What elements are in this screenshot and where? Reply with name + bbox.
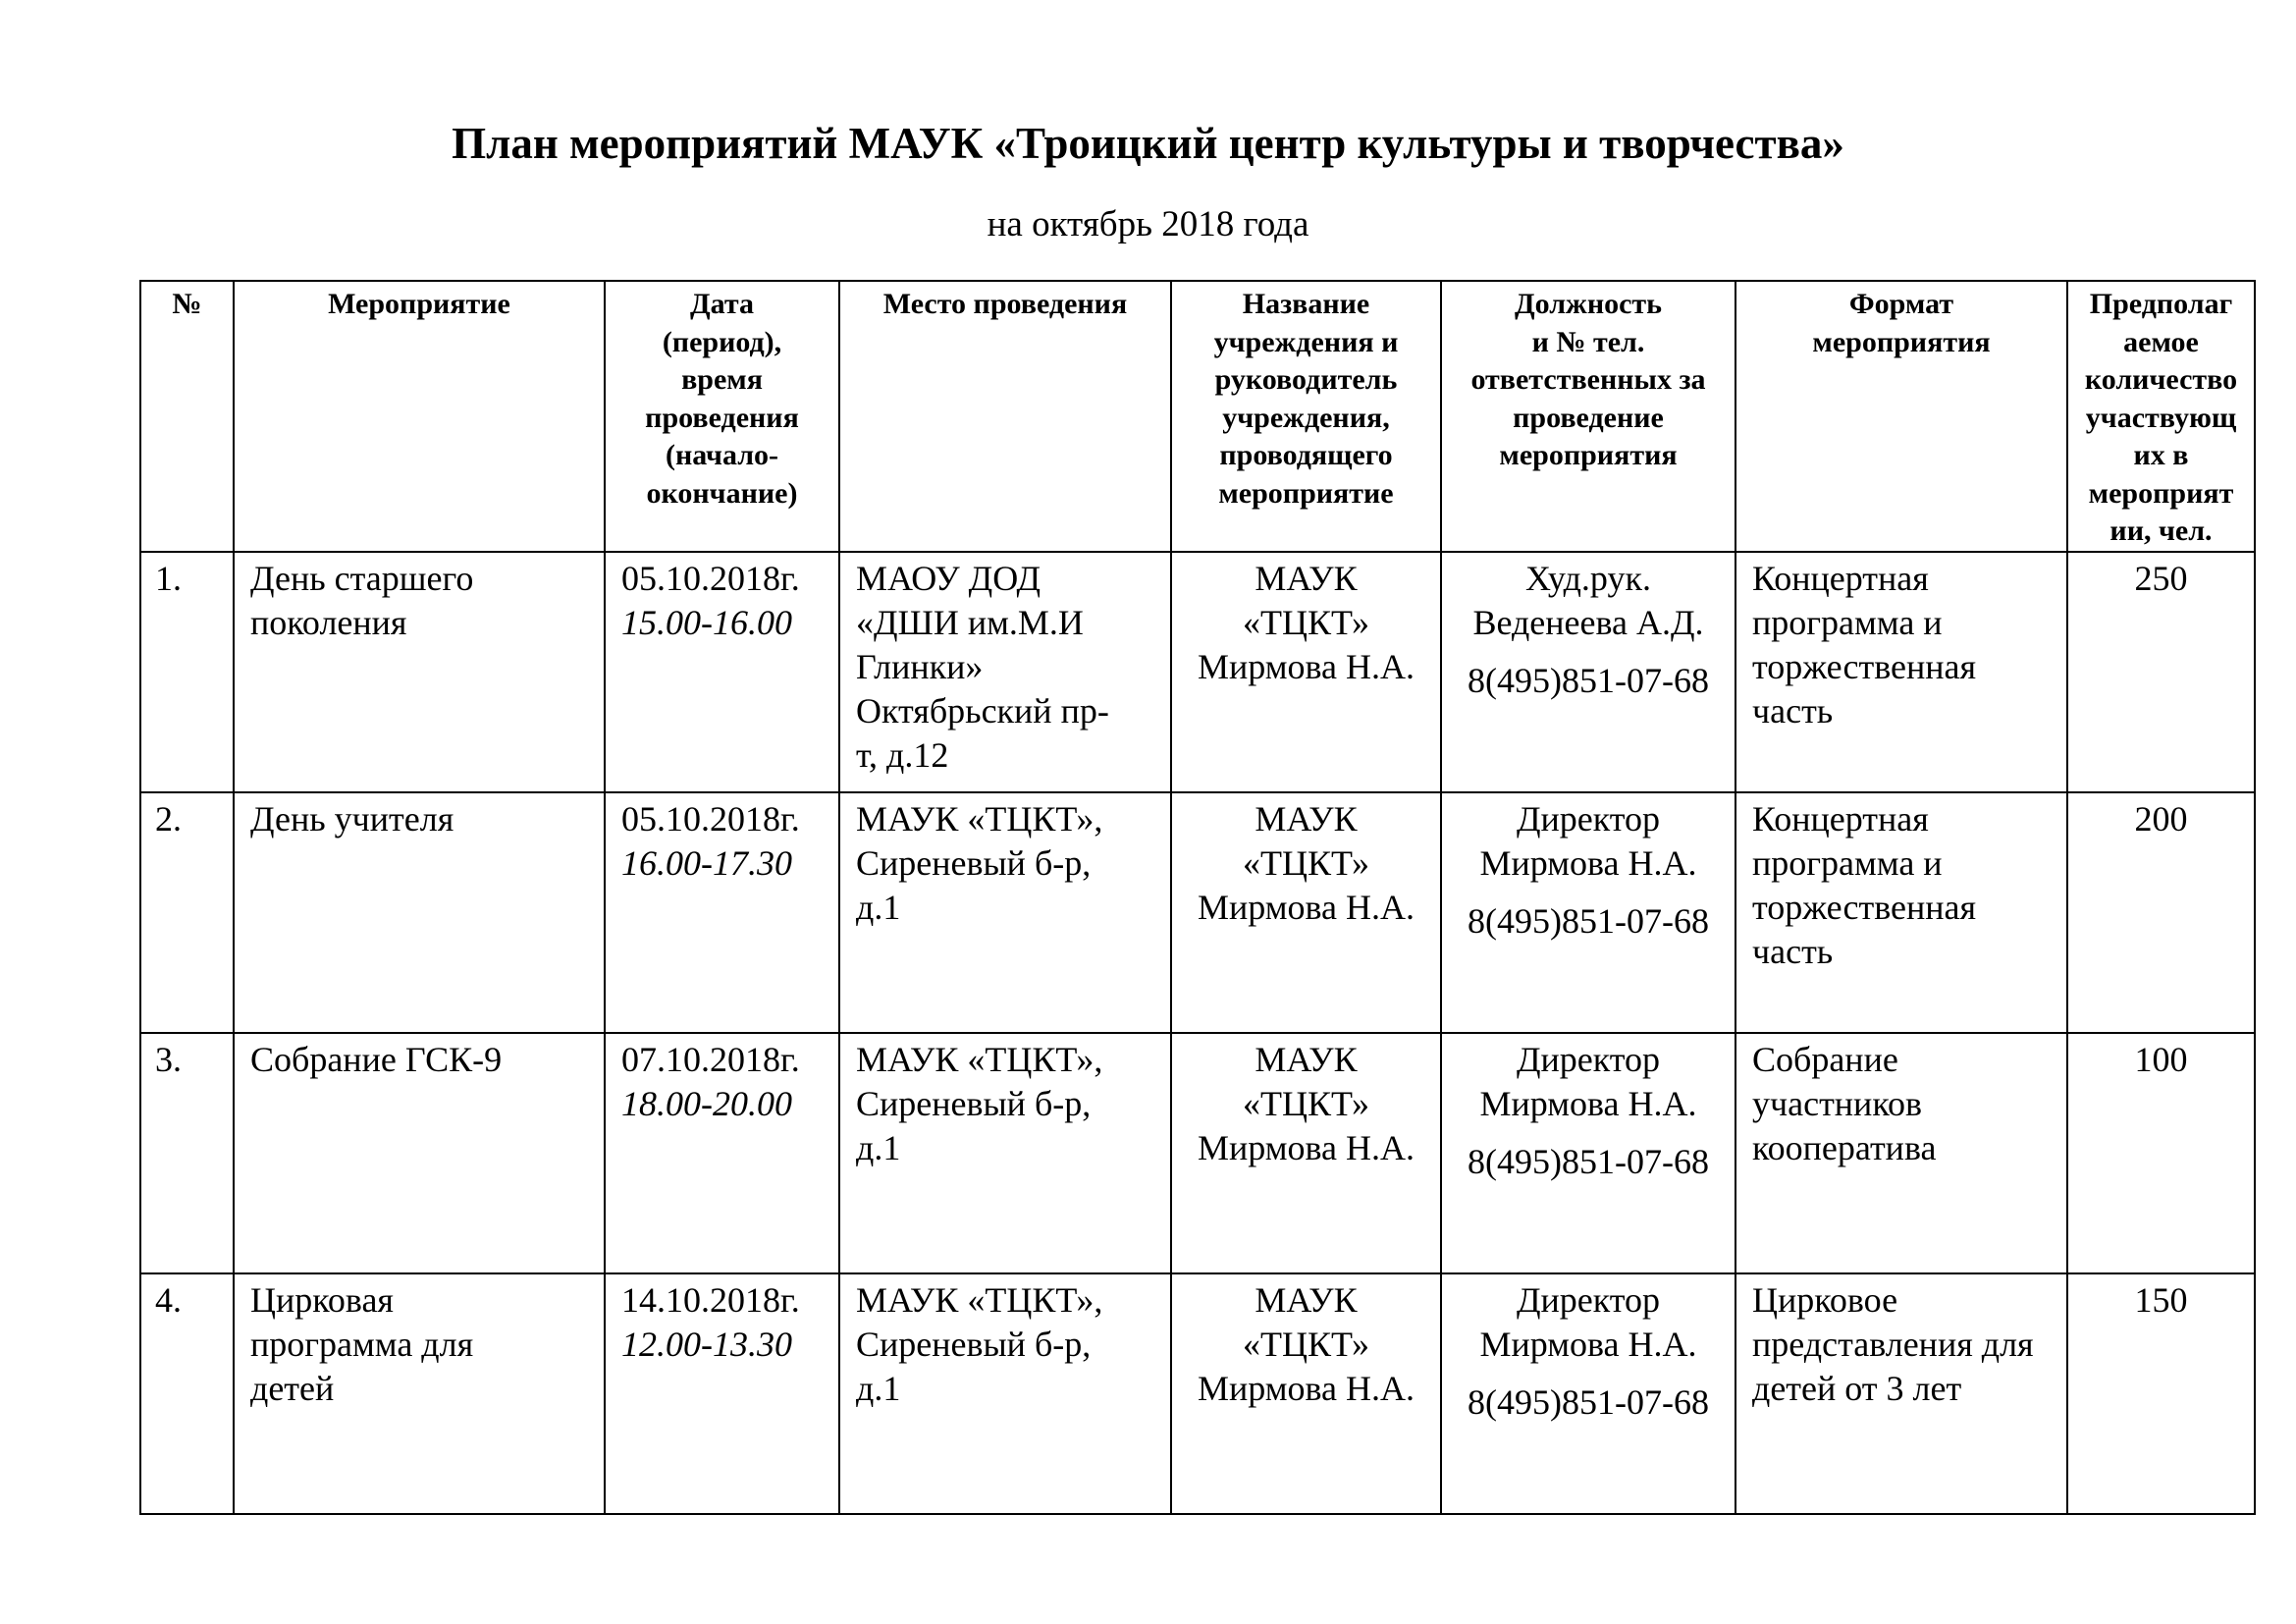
cell-line: День учителя	[250, 798, 454, 839]
cell-line: Октябрьский пр-	[856, 690, 1109, 731]
cell-line: МАОУ ДОД	[856, 558, 1041, 598]
cell-line: Сиреневый б-р,	[856, 1324, 1092, 1364]
cell-count: 100	[2067, 1033, 2255, 1273]
cell-line: д.1	[856, 1127, 901, 1167]
cell-org	[1171, 552, 1441, 792]
cell-line: д.1	[856, 1368, 901, 1408]
cell-line: Веденеева А.Д.	[1472, 602, 1704, 642]
cell-num: 3.	[140, 1033, 234, 1273]
cell-line: кооператива	[1752, 1127, 1937, 1167]
cell-line: МАУК «ТЦКТ»,	[856, 1279, 1103, 1320]
cell-line: Концертная	[1752, 798, 1929, 839]
cell-line: программа и	[1752, 842, 1943, 883]
header-line: ответственных за	[1470, 363, 1706, 396]
cell-resp	[1441, 792, 1735, 1033]
cell-format	[1735, 1033, 2067, 1273]
event-date: 05.10.2018г.	[621, 558, 800, 598]
header-event: Мероприятие	[234, 281, 605, 552]
event-time: 18.00-20.00	[621, 1083, 792, 1123]
header-line: учреждения,	[1222, 401, 1390, 434]
header-line: их в	[2133, 439, 2189, 471]
table-row	[140, 552, 2255, 792]
header-line: мероприятие	[1218, 476, 1394, 510]
header-line: Дата	[690, 288, 754, 320]
cell-resp	[1441, 1273, 1735, 1514]
cell-line: «ДШИ им.М.И	[856, 602, 1084, 642]
cell-line: Мирмова Н.А.	[1479, 1324, 1697, 1364]
header-line: Формат	[1848, 288, 1954, 320]
cell-format	[1735, 552, 2067, 792]
header-line: мероприят	[2088, 476, 2234, 510]
cell-line: Директор	[1516, 798, 1661, 839]
header-line: Предполаг	[2089, 288, 2233, 320]
cell-line: программа для	[250, 1324, 474, 1364]
cell-line: Собрание	[1752, 1039, 1898, 1079]
cell-line: Сиреневый б-р,	[856, 1083, 1092, 1123]
cell-line: Мирмова Н.А.	[1197, 887, 1415, 927]
cell-num: 4.	[140, 1273, 234, 1514]
cell-line: Цирковое	[1752, 1279, 1898, 1320]
cell-line: Глинки»	[856, 646, 984, 686]
cell-line: часть	[1752, 690, 1834, 731]
cell-num: 2.	[140, 792, 234, 1033]
cell-resp	[1441, 1033, 1735, 1273]
cell-line: МАУК	[1255, 1279, 1358, 1320]
header-line: аемое	[2123, 325, 2199, 358]
phone-number: 8(495)851-07-68	[1468, 1141, 1709, 1181]
cell-date	[605, 792, 839, 1033]
cell-line: Директор	[1516, 1279, 1661, 1320]
phone-number: 8(495)851-07-68	[1468, 660, 1709, 700]
header-line: Должность	[1514, 288, 1663, 320]
events-table	[139, 280, 2256, 1515]
cell-line: представления для	[1752, 1324, 2034, 1364]
cell-line: МАУК	[1255, 798, 1358, 839]
header-line: окончание)	[646, 476, 798, 510]
header-line: проводящего	[1219, 439, 1393, 471]
cell-line: торжественная	[1752, 646, 1977, 686]
cell-line: детей	[250, 1368, 335, 1408]
table-header-row	[140, 281, 2255, 552]
table-row	[140, 1033, 2255, 1273]
cell-line: участников	[1752, 1083, 1922, 1123]
header-line: Название	[1242, 288, 1370, 320]
cell-place	[839, 1033, 1171, 1273]
header-line: и № тел.	[1531, 325, 1645, 358]
phone-number: 8(495)851-07-68	[1468, 900, 1709, 941]
cell-line: МАУК	[1255, 1039, 1358, 1079]
header-line: количество	[2084, 363, 2238, 396]
cell-event	[234, 792, 605, 1033]
cell-line: «ТЦКТ»	[1242, 842, 1370, 883]
cell-line: Собрание ГСК-9	[250, 1039, 503, 1079]
cell-date	[605, 1273, 839, 1514]
cell-org	[1171, 1273, 1441, 1514]
cell-line: Мирмова Н.А.	[1197, 1127, 1415, 1167]
cell-line: Мирмова Н.А.	[1197, 1368, 1415, 1408]
cell-event	[234, 1033, 605, 1273]
cell-line: «ТЦКТ»	[1242, 602, 1370, 642]
header-org	[1171, 281, 1441, 552]
cell-line: Мирмова Н.А.	[1197, 646, 1415, 686]
event-date: 07.10.2018г.	[621, 1039, 800, 1079]
cell-line: торжественная	[1752, 887, 1977, 927]
cell-line: Цирковая	[250, 1279, 394, 1320]
header-resp	[1441, 281, 1735, 552]
cell-place	[839, 552, 1171, 792]
cell-line: детей от 3 лет	[1752, 1368, 1962, 1408]
cell-format	[1735, 792, 2067, 1033]
cell-line: д.1	[856, 887, 901, 927]
cell-line: часть	[1752, 931, 1834, 971]
cell-event	[234, 552, 605, 792]
cell-org	[1171, 792, 1441, 1033]
cell-count: 250	[2067, 552, 2255, 792]
cell-line: Сиреневый б-р,	[856, 842, 1092, 883]
cell-line: «ТЦКТ»	[1242, 1083, 1370, 1123]
document-subtitle: на октябрь 2018 года	[987, 204, 1309, 244]
cell-line: Концертная	[1752, 558, 1929, 598]
cell-place	[839, 1273, 1171, 1514]
header-line: учреждения и	[1213, 325, 1399, 358]
cell-line: т, д.12	[856, 734, 949, 775]
cell-event	[234, 1273, 605, 1514]
header-line: (период),	[662, 325, 782, 358]
cell-format	[1735, 1273, 2067, 1514]
header-format	[1735, 281, 2067, 552]
cell-line: МАУК «ТЦКТ»,	[856, 1039, 1103, 1079]
event-date: 14.10.2018г.	[621, 1279, 800, 1320]
header-line: (начало-	[665, 439, 779, 471]
cell-line: МАУК	[1255, 558, 1358, 598]
event-time: 16.00-17.30	[621, 842, 792, 883]
header-line: ии, чел.	[2109, 514, 2213, 547]
cell-line: МАУК «ТЦКТ»,	[856, 798, 1103, 839]
table-row	[140, 1273, 2255, 1514]
cell-num: 1.	[140, 552, 234, 792]
cell-date	[605, 1033, 839, 1273]
event-time: 15.00-16.00	[621, 602, 792, 642]
cell-line: «ТЦКТ»	[1242, 1324, 1370, 1364]
header-line: мероприятия	[1499, 439, 1678, 471]
header-date	[605, 281, 839, 552]
cell-count: 150	[2067, 1273, 2255, 1514]
cell-line: поколения	[250, 602, 407, 642]
header-place: Место проведения	[839, 281, 1171, 552]
event-date: 05.10.2018г.	[621, 798, 800, 839]
event-time: 12.00-13.30	[621, 1324, 792, 1364]
header-line: руководитель	[1214, 363, 1398, 396]
header-line: участвующ	[2085, 401, 2237, 434]
header-line: время	[681, 363, 763, 396]
header-num: №	[140, 281, 234, 552]
table-row	[140, 792, 2255, 1033]
cell-resp	[1441, 552, 1735, 792]
cell-date	[605, 552, 839, 792]
header-count	[2067, 281, 2255, 552]
document-title: План мероприятий МАУК «Троицкий центр культуры и творчества»	[452, 119, 1844, 168]
cell-line: Директор	[1516, 1039, 1661, 1079]
header-line: проведения	[645, 401, 799, 434]
cell-line: программа и	[1752, 602, 1943, 642]
cell-place	[839, 792, 1171, 1033]
phone-number: 8(495)851-07-68	[1468, 1381, 1709, 1422]
cell-line: Мирмова Н.А.	[1479, 842, 1697, 883]
cell-line: Мирмова Н.А.	[1479, 1083, 1697, 1123]
header-line: мероприятия	[1812, 325, 1991, 358]
cell-line: День старшего	[250, 558, 474, 598]
cell-count: 200	[2067, 792, 2255, 1033]
cell-org	[1171, 1033, 1441, 1273]
cell-line: Худ.рук.	[1525, 558, 1651, 598]
header-line: проведение	[1513, 401, 1664, 434]
